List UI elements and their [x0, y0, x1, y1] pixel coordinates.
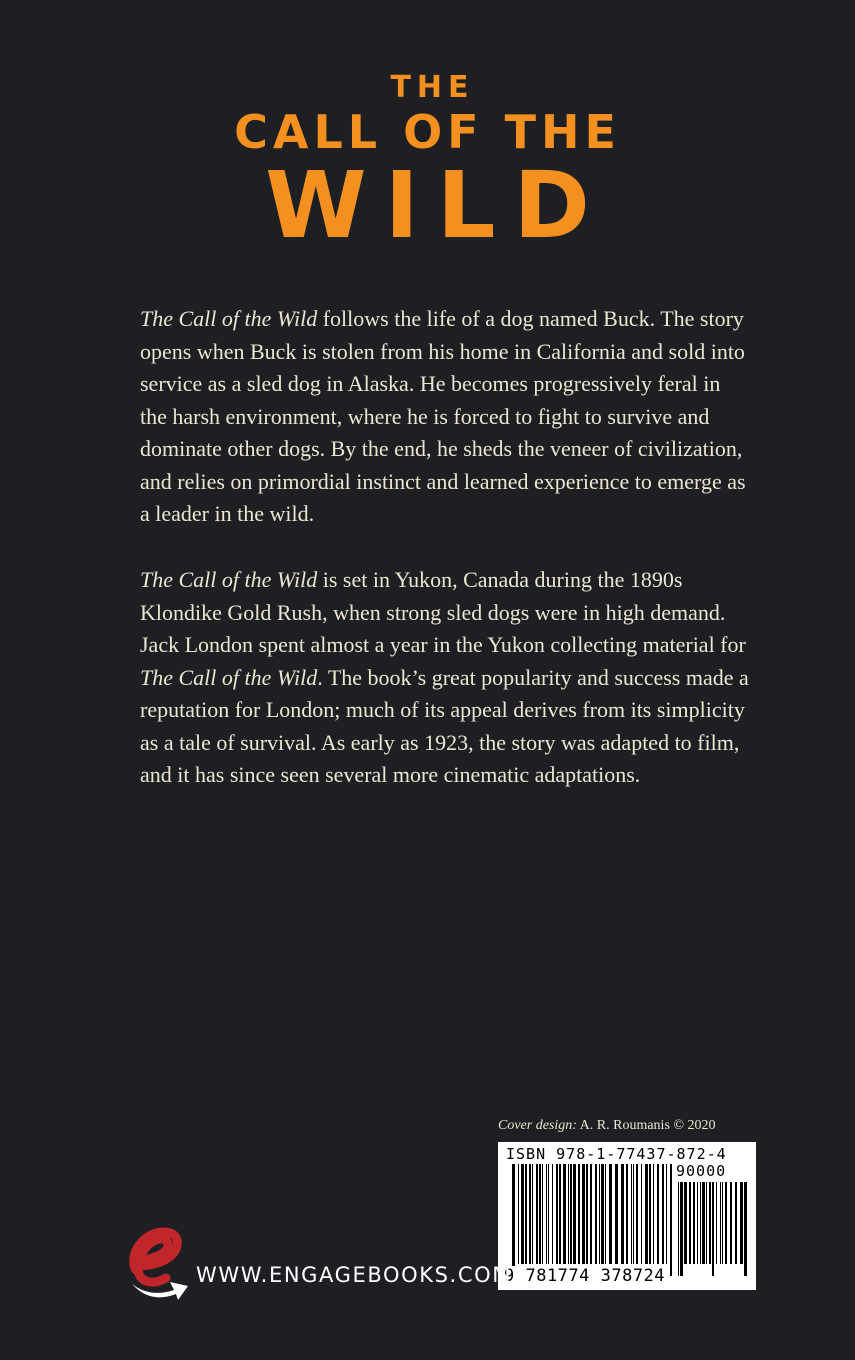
- barcode-bar: [722, 1182, 723, 1264]
- barcode-bar: [525, 1164, 527, 1264]
- barcode-bar: [521, 1164, 524, 1264]
- barcode-bar: [693, 1182, 695, 1264]
- book-title: [0, 70, 855, 259]
- paragraph-text: . The book’s great popularity and success made a reputation for London; much of its appeal derives from its simplicity as a tale of survival. As early as 1923, the story was adapted to film, and it has since seen several more cinematic adaptations.: [140, 664, 749, 787]
- barcode-bar: [702, 1182, 705, 1264]
- barcode-bar: [563, 1164, 566, 1264]
- barcode-bar: [631, 1164, 632, 1264]
- barcode-bar: [716, 1182, 717, 1264]
- barcode-bar: [582, 1164, 585, 1264]
- barcode-bar: [615, 1164, 618, 1264]
- credit-value: A. R. Roumanis © 2020: [576, 1118, 716, 1133]
- book-title-italic: The Call of the Wild: [140, 567, 318, 592]
- barcode-bar: [605, 1164, 606, 1264]
- price-code: 90000: [676, 1162, 727, 1180]
- barcode-bars: [512, 1164, 672, 1276]
- ean-number: 9 781774 378724: [504, 1266, 666, 1286]
- barcode-bar: [712, 1182, 714, 1276]
- barcode-bar: [645, 1164, 648, 1264]
- title-line-call-of-the: CALL OF THE: [234, 105, 621, 159]
- barcode-bar: [573, 1164, 576, 1264]
- barcode-bar: [512, 1164, 515, 1276]
- barcode-bar: [536, 1164, 538, 1264]
- blurb-paragraph-2: [140, 564, 750, 792]
- barcode-bar: [599, 1164, 600, 1264]
- paragraph-text: is set in Yukon, Canada during the 1890s Klondike Gold Rush, when strong sled dogs were in high demand. Jack London spent almost a year in the Yukon collecting material for: [140, 567, 746, 657]
- book-title-italic: The Call of the Wild: [140, 664, 318, 690]
- barcode-bar: [546, 1164, 547, 1264]
- paragraph-text: follows the life of a dog named Buck. The story opens when Buck is stolen from his home in California and sold into service as a sled dog in Alaska. He becomes progressively feral in the harsh environment, where he is forced to fight to survive and dominate other dogs. By the end, he sheds the veneer of civilization, and relies on primordial instinct and learned experience to emerge as a leader in the wild.: [140, 306, 746, 526]
- blurb-paragraph-1: [140, 303, 750, 531]
- credit-label: Cover design:: [498, 1118, 577, 1133]
- barcode-addon-bars: [678, 1182, 748, 1276]
- barcode-bar: [529, 1164, 531, 1264]
- barcode-bar: [539, 1164, 541, 1264]
- barcode-bar: [649, 1164, 651, 1264]
- barcode-bar: [621, 1164, 624, 1264]
- barcode-bar: [684, 1182, 687, 1264]
- barcode-bar: [697, 1182, 698, 1264]
- barcode-bar: [595, 1164, 597, 1264]
- barcode-bar: [559, 1164, 561, 1264]
- barcode-bar: [548, 1164, 549, 1264]
- barcode-bar: [568, 1164, 569, 1264]
- title-line-the: THE: [390, 70, 475, 105]
- barcode-bar: [556, 1164, 558, 1264]
- title-line-wild: WILD: [265, 152, 608, 259]
- barcode-bar: [626, 1164, 628, 1264]
- barcode-bar: [653, 1164, 654, 1264]
- barcode-bar: [552, 1164, 553, 1264]
- cover-design-credit: [498, 1118, 716, 1134]
- barcode-bar: [662, 1164, 664, 1264]
- barcode-bar: [532, 1164, 533, 1264]
- book-title-italic: The Call of the Wild: [140, 306, 318, 331]
- engage-books-e-logo-icon: [122, 1226, 192, 1300]
- barcode-bar: [578, 1164, 580, 1264]
- barcode-bar: [666, 1164, 667, 1264]
- isbn-barcode: [498, 1142, 756, 1290]
- barcode-bar: [744, 1182, 747, 1276]
- isbn-number: ISBN 978-1-77437-872-4: [506, 1145, 727, 1163]
- barcode-bar: [670, 1164, 672, 1276]
- barcode-bar: [570, 1164, 572, 1264]
- barcode-bar: [680, 1182, 683, 1276]
- barcode-bar: [636, 1164, 638, 1264]
- barcode-bar: [720, 1182, 721, 1264]
- barcode-bar: [735, 1182, 737, 1264]
- barcode-bar: [609, 1164, 612, 1264]
- barcode-bar: [542, 1164, 543, 1264]
- barcode-bar: [725, 1182, 727, 1264]
- barcode-bar: [700, 1182, 701, 1264]
- barcode-bar: [641, 1164, 642, 1264]
- barcode-bar: [740, 1182, 743, 1264]
- barcode-bar: [689, 1182, 691, 1264]
- barcode-bar: [586, 1164, 588, 1264]
- barcode-bar: [590, 1164, 592, 1264]
- barcode-bar: [633, 1164, 634, 1264]
- barcode-bar: [709, 1182, 711, 1264]
- barcode-bar: [730, 1182, 732, 1264]
- barcode-bar: [706, 1182, 707, 1264]
- barcode-bar: [518, 1164, 519, 1264]
- barcode-bar: [678, 1182, 679, 1276]
- publisher-website-link[interactable]: WWW.ENGAGEBOOKS.COM: [196, 1263, 512, 1287]
- barcode-bar: [657, 1164, 659, 1264]
- barcode-bar: [601, 1164, 604, 1264]
